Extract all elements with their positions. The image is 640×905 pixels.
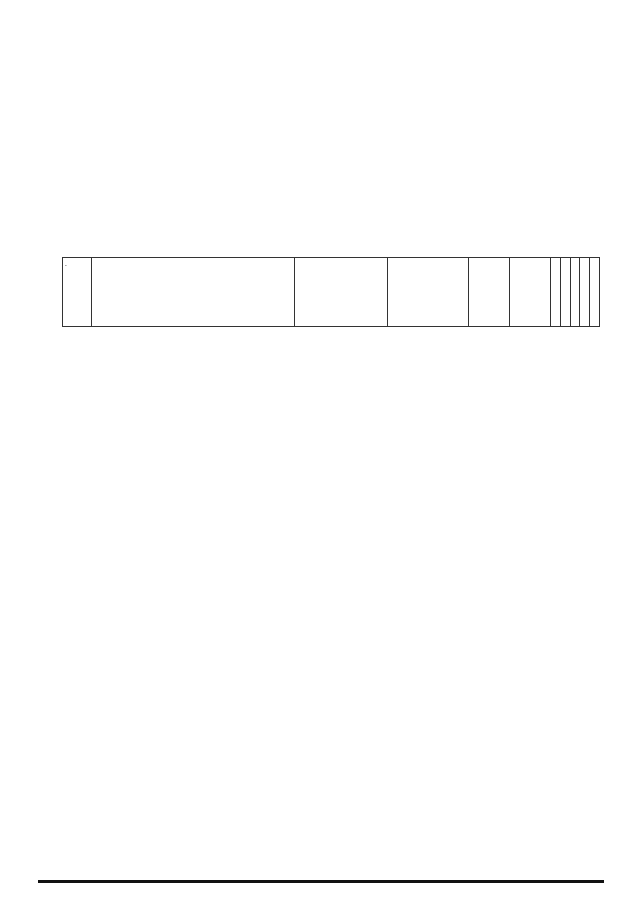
item-number-cell: . [63,258,92,327]
funding-source-cell [388,258,469,327]
column-5-value-cell [469,258,510,327]
column-11-cell [590,258,600,327]
item-name-cell [92,258,295,327]
column-9-cell [570,258,580,327]
column-7-cell [551,258,561,327]
inserted-item-table [62,257,600,327]
column-10-cell [580,258,590,327]
table-row [63,258,600,327]
column-6-value-cell [510,258,551,327]
footer-rule [38,880,604,883]
department-cell [295,258,388,327]
column-8-cell [560,258,570,327]
